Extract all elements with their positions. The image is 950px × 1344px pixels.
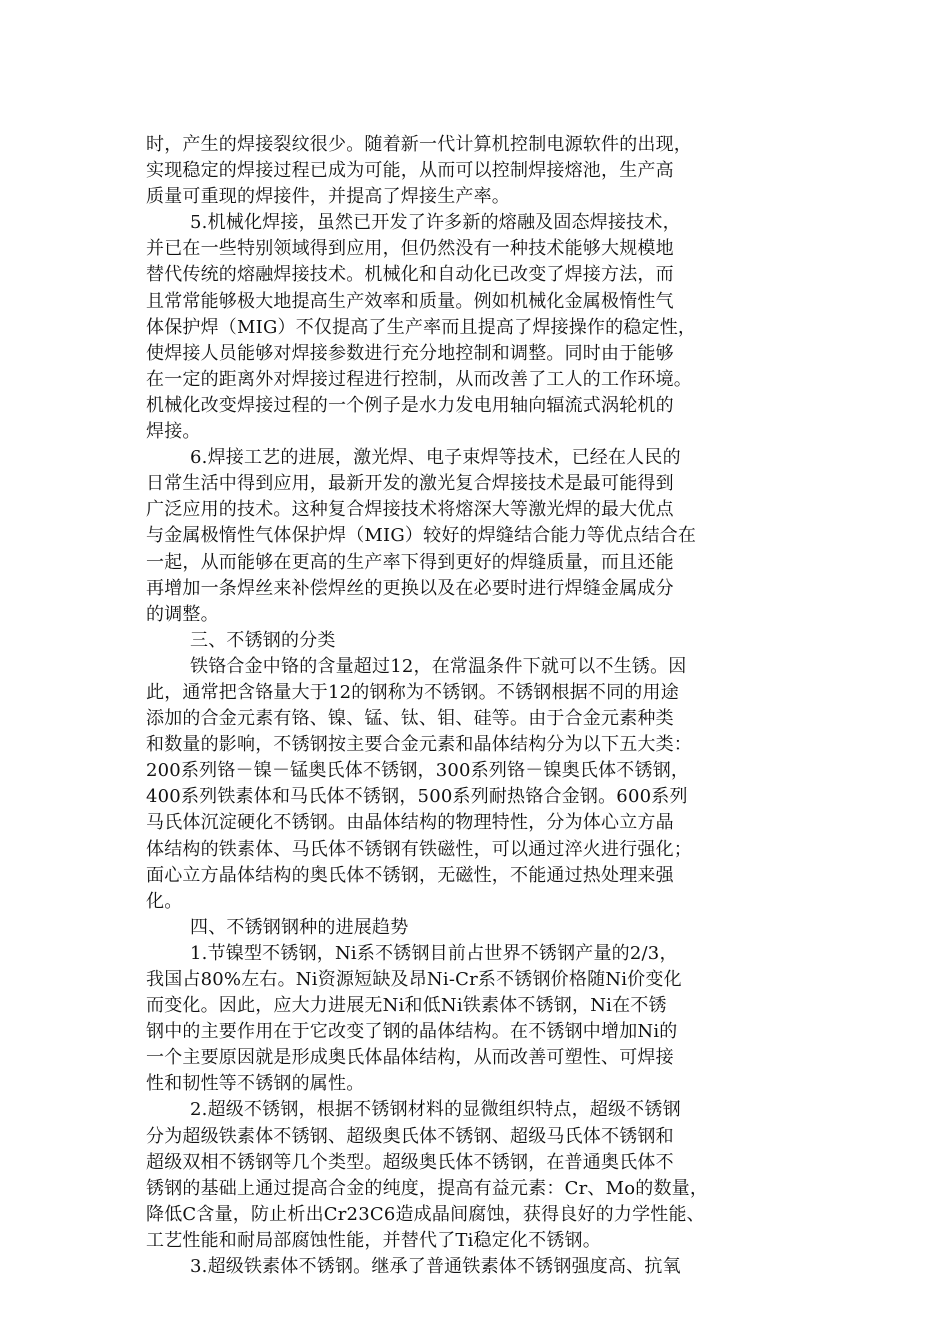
text-line: 实现稳定的焊接过程已成为可能，从而可以控制焊接熔池，生产高	[146, 160, 674, 182]
text-line: 和数量的影响，不锈钢按主要合金元素和晶体结构分为以下五大类：	[146, 734, 692, 756]
text-line: 并已在一些特别领域得到应用，但仍然没有一种技术能够大规模地	[146, 238, 674, 260]
text-line: 添加的合金元素有铬、镍、锰、钛、钼、硅等。由于合金元素种类	[146, 708, 674, 730]
text-line: 一个主要原因就是形成奥氏体晶体结构，从而改善可塑性、可焊接	[146, 1047, 674, 1069]
paragraph-first-line: 6.焊接工艺的进展，激光焊、电子束焊等技术，已经在人民的	[190, 447, 681, 469]
paragraph-first-line: 铁铬合金中铬的含量超过12，在常温条件下就可以不生锈。因	[190, 655, 687, 677]
text-line: 且常常能够极大地提高生产效率和质量。例如机械化金属极惰性气	[146, 290, 674, 312]
text-line: 与金属极惰性气体保护焊（MIG）较好的焊缝结合能力等优点结合在	[146, 525, 697, 547]
text-line: 时，产生的焊接裂纹很少。随着新一代计算机控制电源软件的出现，	[146, 134, 692, 155]
text-line: 再增加一条焊丝来补偿焊丝的更换以及在必要时进行焊缝金属成分	[146, 577, 674, 599]
text-line: 体结构的铁素体、马氏体不锈钢有铁磁性，可以通过淬火进行强化；	[146, 838, 692, 860]
text-line: 分为超级铁素体不锈钢、超级奥氏体不锈钢、超级马氏体不锈钢和	[146, 1125, 674, 1147]
text-line: 400系列铁素体和马氏体不锈钢，500系列耐热铬合金钢。600系列	[146, 786, 688, 808]
text-line: 工艺性能和耐局部腐蚀性能，并替代了Ti稳定化不锈钢。	[146, 1229, 601, 1251]
text-line: 体保护焊（MIG）不仅提高了生产率而且提高了焊接操作的稳定性，	[146, 316, 697, 338]
text-line: 此，通常把含铬量大于12的钢称为不锈钢。不锈钢根据不同的用途	[146, 681, 679, 703]
text-line: 在一定的距离外对焊接过程进行控制，从而改善了工人的工作环境。	[146, 368, 692, 390]
document-page	[146, 132, 808, 1280]
paragraph-first-line: 2.超级不锈钢，根据不锈钢材料的显微组织特点，超级不锈钢	[190, 1099, 681, 1121]
paragraph-first-line: 5.机械化焊接，虽然已开发了许多新的熔融及固态焊接技术，	[190, 212, 681, 234]
paragraph-first-line: 三、不锈钢的分类	[190, 629, 336, 651]
text-line: 面心立方晶体结构的奥氏体不锈钢，无磁性，不能通过热处理来强	[146, 864, 674, 886]
text-line: 化。	[146, 890, 183, 912]
paragraph-first-line: 3.超级铁素体不锈钢。继承了普通铁素体不锈钢强度高、抗氧	[190, 1256, 681, 1278]
text-line: 200系列铬－镍－锰奥氏体不锈钢，300系列铬－镍奥氏体不锈钢，	[146, 760, 690, 782]
text-line: 焊接。	[146, 421, 201, 443]
text-line: 质量可重现的焊接件，并提高了焊接生产率。	[146, 186, 510, 208]
text-line: 一起，从而能够在更高的生产率下得到更好的焊缝质量，而且还能	[146, 551, 674, 573]
text-line: 超级双相不锈钢等几个类型。超级奥氏体不锈钢，在普通奥氏体不	[146, 1151, 674, 1173]
text-line: 马氏体沉淀硬化不锈钢。由晶体结构的物理特性，分为体心立方晶	[146, 812, 674, 834]
text-line: 的调整。	[146, 603, 219, 625]
text-line: 降低C含量，防止析出Cr23C6造成晶间腐蚀，获得良好的力学性能、	[146, 1203, 705, 1225]
text-line: 钢中的主要作用在于它改变了钢的晶体结构。在不锈钢中增加Ni的	[146, 1021, 678, 1043]
text-line: 日常生活中得到应用，最新开发的激光复合焊接技术是最可能得到	[146, 473, 674, 495]
text-line: 而变化。因此，应大力进展无Ni和低Ni铁素体不锈钢，Ni在不锈	[146, 995, 667, 1017]
text-line: 锈钢的基础上通过提高合金的纯度，提高有益元素：Cr、Mo的数量，	[146, 1177, 709, 1199]
text-line: 使焊接人员能够对焊接参数进行充分地控制和调整。同时由于能够	[146, 342, 674, 364]
text-line: 我国占80%左右。Ni资源短缺及昂Ni-Cr系不锈钢价格随Ni价变化	[146, 969, 682, 990]
text-line: 性和韧性等不锈钢的属性。	[146, 1073, 365, 1095]
text-line: 替代传统的熔融焊接技术。机械化和自动化已改变了焊接方法，而	[146, 264, 674, 286]
paragraph-first-line: 四、不锈钢钢种的进展趋势	[190, 916, 409, 938]
paragraph-first-line: 1.节镍型不锈钢，Ni系不锈钢目前占世界不锈钢产量的2/3，	[190, 942, 678, 964]
text-line: 机械化改变焊接过程的一个例子是水力发电用轴向辐流式涡轮机的	[146, 394, 674, 416]
text-line: 广泛应用的技术。这种复合焊接技术将熔深大等激光焊的最大优点	[146, 499, 674, 521]
